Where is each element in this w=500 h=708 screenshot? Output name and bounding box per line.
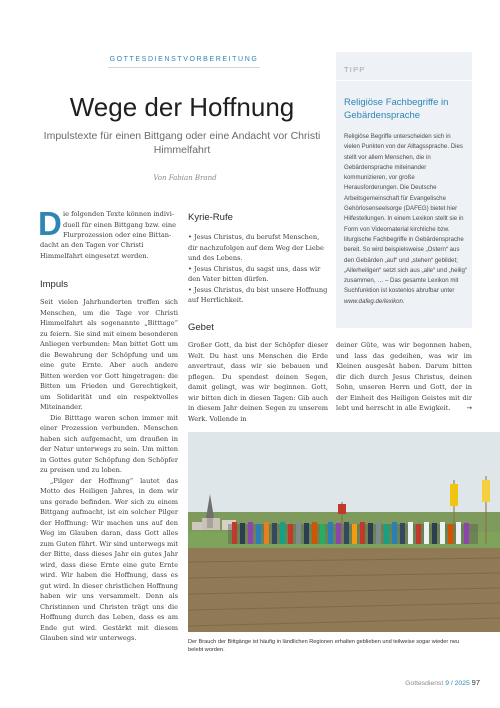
tipp-url[interactable]: www.dafeg.de/lexikon. (344, 297, 405, 305)
tipp-body-text: Religiöse Begriffe unterscheiden sich in vielen Punkten von der Alltagssprache. Dies stellt vor allem Menschen, die in Gebärdensprache miteinander kommunizieren, vor große Herausforderungen. Die Deutsche Arbeitsgemeinschaft für Evangelische Gehörlosenseelsorge (DAFEG) bietet hier Hilfestellungen. In einem Lexikon stellt sie in Form von Videomaterial kirchliche bzw. liturgische Fachbegriffe in Gebärdensprache bereit. So wird beispielsweise „Ostern“ aus den Gebärden „auf“ und „stehen“ gebildet; „Allerheiligen“ setzt sich aus „alle“ und „heilig“ zusammen, … – Das gesamte Lexikon mit Suchfunktion ist kostenlos abrufbar unter (344, 133, 467, 295)
kyrie-item: • Jesus Christus, du bist unsere Hoffnung auf Herrlichkeit. (188, 285, 328, 304)
page-number: 97 (471, 678, 480, 687)
impulse-text (40, 297, 178, 644)
section-kicker: GOTTESDIENSTVORBEREITUNG (108, 56, 260, 68)
byline: Von Fabian Brand (153, 174, 217, 182)
intro-rest: dacht an den Tagen vor Christi Himmelfahrt eingesetzt werden. (40, 241, 149, 260)
continue-arrow-icon: → (466, 404, 472, 412)
drop-cap: D (38, 205, 62, 242)
impulse-paragraph: „Pilger der Hoffnung“ lautet das Motto des Heiligen Jahres, in dem wir uns gerade befinden. Wer sich zu einem Bittgang aufmacht, ist ein solcher Pilger der Hoffnung: Wir machen uns auf den Weg im Glauben daran, dass Gott alles zum Guten führt. Wir sind unterwegs mit der Bitte, dass dieses Jahr ein gutes Jahr wird, dass diese Ernte eine gute Ernte wird. Wir haben die Hoffnung, dass es gut wird. In dieser christlichen Hoffnung haben wir uns versammelt. Denn als Christinnen und Christen trägt uns die Hoffnung durch das Leben, dass es am Ende gut wird. Gestärkt mit diesem Glauben sind wir unterwegs. (40, 476, 178, 642)
intro-lines (63, 209, 179, 241)
tipp-divider (336, 80, 472, 81)
tipp-body (344, 132, 468, 307)
photo-caption: Der Brauch der Bittgänge ist häufig in ländlichen Regionen erhalten geblieben und teilweise sogar wieder neu belebt worden. (188, 639, 460, 653)
impulse-paragraph: Seit vielen Jahrhunderten treffen sich Menschen, um die Tage vor Christi Himmelfahrt als sogenannte „Bitttage“ zu feiern. Sie sind mit einem besonderen Anliegen verbunden: Man bittet Gott um die Bewahrung der Schöpfung und um eine gute Ernte. Aber auch andere Bitten werden vor Gott hingetragen: die Bitten um Frieden und Gerechtigkeit, um Solidarität und ein respektvolles Miteinander. (40, 298, 178, 411)
kyrie-item: • Jesus Christus, du berufst Menschen, dir nachzufolgen auf dem Weg der Liebe und des Lebens. (188, 233, 324, 262)
procession-photo (188, 432, 500, 632)
procession-group (228, 522, 478, 544)
impulse-heading: Impuls (40, 279, 68, 290)
tipp-label: TIPP (344, 65, 366, 74)
tipp-title: Religiöse Fachbegriffe in Gebärdensprache (344, 97, 449, 121)
issue-number: 9 / 2025 (445, 680, 470, 687)
gebet-text-right (336, 340, 472, 414)
magazine-name: Gottesdienst (405, 680, 444, 687)
procession-illustration (188, 432, 500, 632)
intro-line: Flurprozession oder eine Bittan- (63, 231, 172, 239)
intro-line: ie folgenden Texte können indivi- (63, 210, 175, 218)
page-footer (380, 678, 480, 687)
kyrie-list (188, 232, 328, 306)
gebet-heading: Gebet (188, 322, 214, 333)
kyrie-heading: Kyrie-Rufe (188, 212, 233, 223)
article-subtitle: Impulstexte für einen Bittgang oder eine Andacht vor Christi Himmelfahrt (43, 130, 321, 156)
impulse-paragraph: Die Bitttage waren schon immer mit einer Prozession verbunden. Menschen haben sich aufgemacht, um draußen in der Natur unterwegs zu sein. Um mitten in Gottes guter Schöpfung den Schöpfer zu preisen und zu loben. (40, 413, 178, 474)
kyrie-item: • Jesus Christus, du sagst uns, dass wir den Vater bitten dürfen. (188, 264, 321, 283)
gebet-text-left: Großer Gott, da bist der Schöpfer dieser Welt. Du hast uns Menschen die Erde anvertraut, dass wir sie bebauen und pflegen. Du spendest deinen Segen, damit gelingt, was wir beginnen. Gott, wir bitten dich in diesen Tagen: Gib auch in diesem Jahr deinen Segen zu unserem Werk. Vollende in (188, 341, 328, 423)
intro-line: duell für einen Bittgang bzw. eine (63, 220, 176, 229)
gebet-continuation: deiner Güte, was wir begonnen haben, und lass das gedeihen, was wir im Kleinen ausgesät haben. Darum bitten dir dich durch Jesus Christus, deinen Sohn, unseren Herrn und Gott, der in der Einheit des Heiligen Geistes mit dir lebt und herrscht in alle Ewigkeit. (336, 341, 472, 412)
article-title: Wege der Hoffnung (69, 92, 295, 122)
